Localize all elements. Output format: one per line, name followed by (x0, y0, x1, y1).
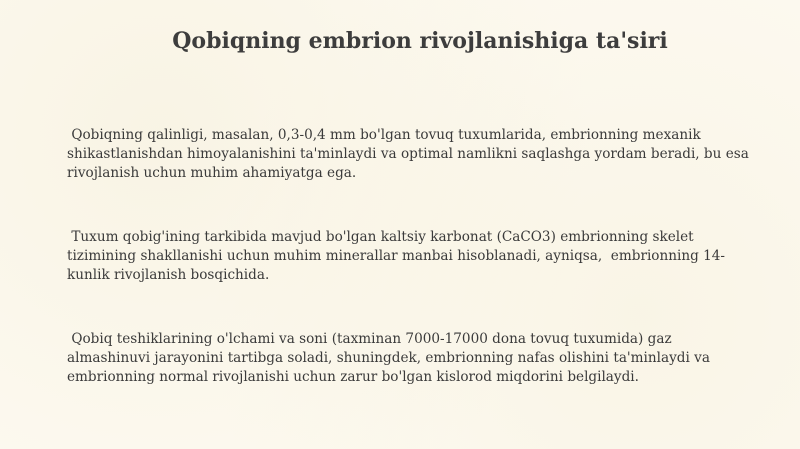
paragraph-shell-pores: Qobiq teshiklarining o'lchami va soni (taxminan 7000-17000 dona tovuq tuxumida) gaz almashinuvi jarayonini tartibga soladi, shuningdek, embrionning nafas olishini ta'minlaydi va embrionning normal rivojlanishi uchun zarur bo'lgan kislorod miqdorini belgilaydi. (67, 331, 715, 385)
slide-title: Qobiqning embrion rivojlanishiga ta'siri (172, 28, 668, 54)
paragraph-shell-thickness: Qobiqning qalinligi, masalan, 0,3-0,4 mm bo'lgan tovuq tuxumlarida, embrionning mexanik shikastlanishdan himoyalanishini ta'minlaydi va optimal namlikni saqlashga yordam beradi, bu esa rivojlanish uchun muhim ahamiyatga ega. (67, 127, 754, 181)
paragraph-calcium-carbonate: Tuxum qobig'ining tarkibida mavjud bo'lgan kaltsiy karbonat (CaCO3) embrionning skelet tizimining shakllanishi uchun muhim minerallar manbai hisoblanadi, ayniqsa, embrionning 14-kunlik rivojlanish bosqichida. (67, 229, 726, 283)
